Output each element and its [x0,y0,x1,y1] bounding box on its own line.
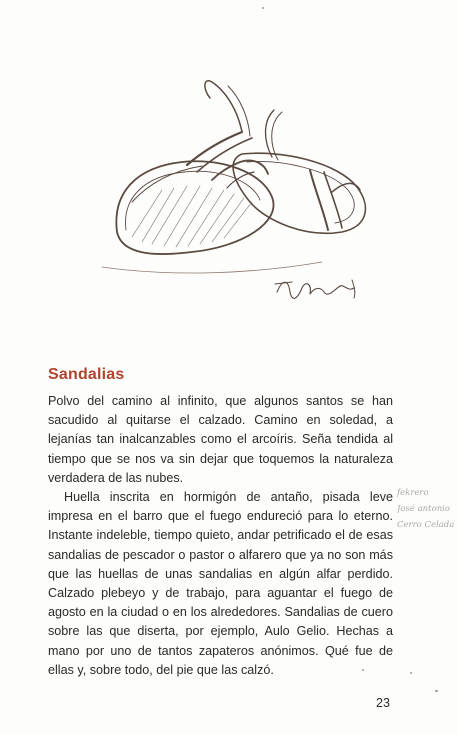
paper-speck [435,690,438,692]
paper-speck [410,672,412,674]
paragraph-1: Polvo del camino al infinito, que algunos santos se han sacudido al quitarse el calzado. Camino en soledad, a lejanías tan inalcanzables como el arcoíris. Seña tendida al tiempo que se nos va sin dejar que toquemos la naturaleza verdadera de las nubes. [48,394,393,485]
paper-speck [262,7,264,9]
paper-speck [362,669,364,671]
margin-note: José antonio [397,504,451,514]
sandals-sketch-illustration [92,62,392,317]
margin-note: Cerro Celada [397,520,455,530]
handwritten-margin-notes [397,487,458,535]
margin-note: fekrero [397,488,429,498]
section-heading: Sandalias [48,366,125,383]
body-text [48,392,393,680]
page-number: 23 [376,696,390,710]
paragraph-2: Huella inscrita en hormigón de antaño, pisada leve impresa en el barro que el fuego endureció para lo eterno. Instante indeleble, tiempo quieto, andar petrificado el de esas sandalias de pescador o pastor o alfarero que ya no son más que las huellas de unas sandalias en algún alfar perdido. Calzado plebeyo y de trabajo, para aguantar el fuego de agosto en la ciudad o en los alrededores. Sandalias de cuero sobre las que diserta, por ejemplo, Aulo Gelio. Hechas a mano por uno de tantos zapateros anónimos. Qué fue de ellas y, sobre todo, del pie que las calzó. [48,490,393,677]
